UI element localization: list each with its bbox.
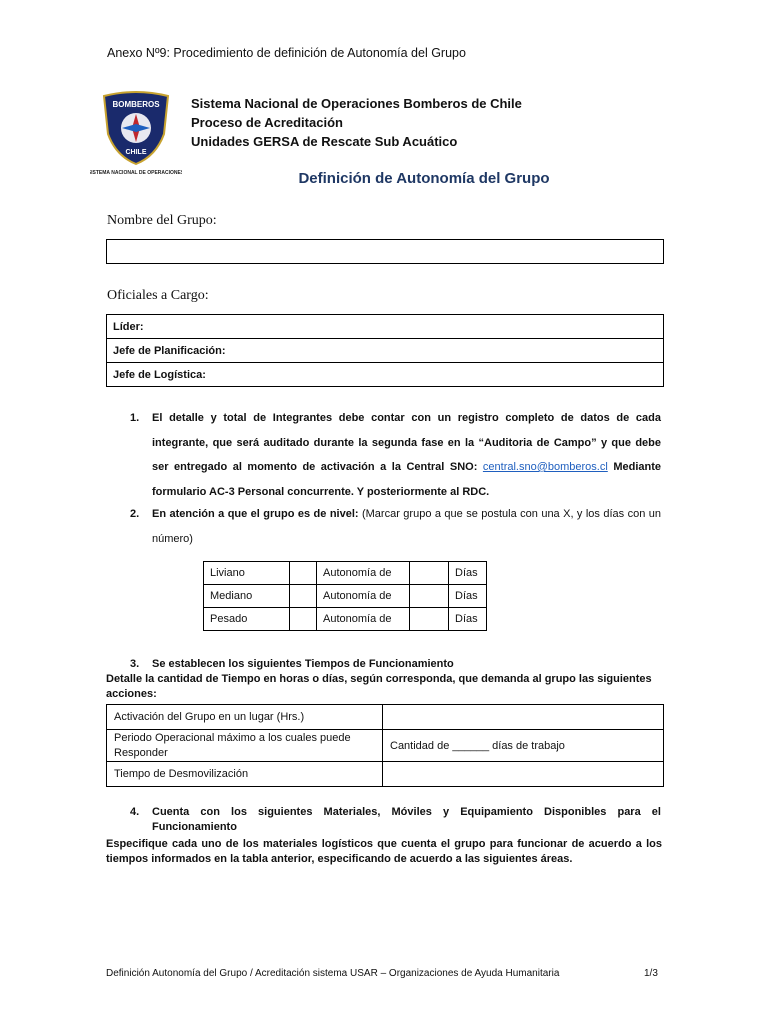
times-label: Activación del Grupo en un lugar (Hrs.) bbox=[107, 705, 383, 730]
group-name-label: Nombre del Grupo: bbox=[107, 213, 217, 228]
level-name: Pesado bbox=[204, 608, 290, 631]
item-3-heading bbox=[130, 657, 454, 672]
annex-header: Anexo Nº9: Procedimiento de definición de Autonomía del Grupo bbox=[107, 46, 466, 60]
item-2-number: 2. bbox=[130, 508, 140, 520]
logo-top-text: BOMBEROS bbox=[112, 100, 160, 109]
officer-row[interactable] bbox=[107, 339, 664, 363]
times-label: Periodo Operacional máximo a los cuales puede Responder bbox=[107, 730, 383, 762]
central-sno-email-link[interactable]: central.sno@bomberos.cl bbox=[482, 461, 608, 473]
times-value-cell[interactable] bbox=[383, 762, 664, 787]
item-1-number: 1. bbox=[130, 412, 140, 424]
logo-bottom-text: CHILE bbox=[125, 149, 147, 156]
footer-text: Definición Autonomía del Grupo / Acreditación sistema USAR – Organizaciones de Ayuda Humanitaria bbox=[106, 968, 560, 979]
item-3-heading-text: Se establecen los siguientes Tiempos de Funcionamiento bbox=[152, 658, 454, 670]
item-1 bbox=[130, 406, 661, 504]
item-1-text-a: El detalle y total de Integrantes debe contar con un registro completo de datos de cada integrante, que será auditado durante la segunda fase en la “Auditoria de Campo” y que debe ser entregado al momento de activación a la Central SNO: bbox=[152, 412, 661, 473]
item-4-description: Especifique cada uno de los materiales logísticos que cuenta el grupo para funcionar de acuerdo a los tiempos informados en la tabla anterior, especificando de acuerdo a las siguientes áreas. bbox=[106, 838, 662, 865]
level-mark-cell[interactable] bbox=[290, 608, 317, 631]
days-label: Días bbox=[449, 608, 487, 631]
autonomy-label: Autonomía de bbox=[317, 562, 410, 585]
item-1-text-b: Mediante formulario AC-3 Personal concurrente. Y posteriormente al RDC. bbox=[152, 461, 661, 498]
officer-leader-label: Líder: bbox=[107, 315, 664, 339]
days-input-cell[interactable] bbox=[410, 562, 449, 585]
times-label: Tiempo de Desmovilización bbox=[107, 762, 383, 787]
level-name: Liviano bbox=[204, 562, 290, 585]
item-2 bbox=[130, 502, 661, 551]
level-row bbox=[204, 608, 487, 631]
level-table bbox=[203, 561, 487, 631]
officer-row[interactable] bbox=[107, 315, 664, 339]
officers-label: Oficiales a Cargo: bbox=[107, 288, 209, 303]
process-name: Proceso de Acreditación bbox=[191, 115, 343, 130]
officer-planning-label: Jefe de Planificación: bbox=[107, 339, 664, 363]
level-mark-cell[interactable] bbox=[290, 562, 317, 585]
times-row bbox=[107, 705, 664, 730]
level-row bbox=[204, 562, 487, 585]
days-label: Días bbox=[449, 562, 487, 585]
group-name-field[interactable] bbox=[106, 239, 664, 264]
page-number: 1/3 bbox=[644, 968, 658, 979]
logo-caption: SISTEMA NACIONAL DE OPERACIONES bbox=[90, 170, 182, 176]
item-2-text-normal: (Marcar grupo a que se postula con una X, y los días con un número) bbox=[152, 508, 661, 545]
level-row bbox=[204, 585, 487, 608]
days-input-cell[interactable] bbox=[410, 585, 449, 608]
bomberos-logo bbox=[90, 90, 182, 176]
officers-table bbox=[106, 314, 664, 387]
officer-logistics-label: Jefe de Logística: bbox=[107, 363, 664, 387]
level-mark-cell[interactable] bbox=[290, 585, 317, 608]
times-row bbox=[107, 762, 664, 787]
times-value-cell[interactable] bbox=[383, 705, 664, 730]
level-name: Mediano bbox=[204, 585, 290, 608]
autonomy-label: Autonomía de bbox=[317, 608, 410, 631]
unit-name: Unidades GERSA de Rescate Sub Acuático bbox=[191, 134, 458, 149]
item-4-heading-text: Cuenta con los siguientes Materiales, Móviles y Equipamiento Disponibles para el Funcionamiento bbox=[152, 806, 661, 833]
item-3-number: 3. bbox=[130, 658, 140, 670]
days-label: Días bbox=[449, 585, 487, 608]
days-input-cell[interactable] bbox=[410, 608, 449, 631]
item-2-text-bold: En atención a que el grupo es de nivel: bbox=[152, 508, 362, 520]
autonomy-label: Autonomía de bbox=[317, 585, 410, 608]
org-block bbox=[191, 94, 522, 151]
times-table bbox=[106, 704, 664, 787]
item-3-description: Detalle la cantidad de Tiempo en horas o días, según corresponda, que demanda al grupo las siguientes acciones: bbox=[106, 673, 652, 700]
times-row bbox=[107, 730, 664, 762]
org-name: Sistema Nacional de Operaciones Bomberos de Chile bbox=[191, 96, 522, 111]
officer-row[interactable] bbox=[107, 363, 664, 387]
times-value-cell[interactable]: Cantidad de ______ días de trabajo bbox=[383, 730, 664, 762]
document-title: Definición de Autonomía del Grupo bbox=[298, 170, 550, 187]
item-4-heading bbox=[130, 805, 661, 835]
item-4-number: 4. bbox=[130, 806, 140, 818]
